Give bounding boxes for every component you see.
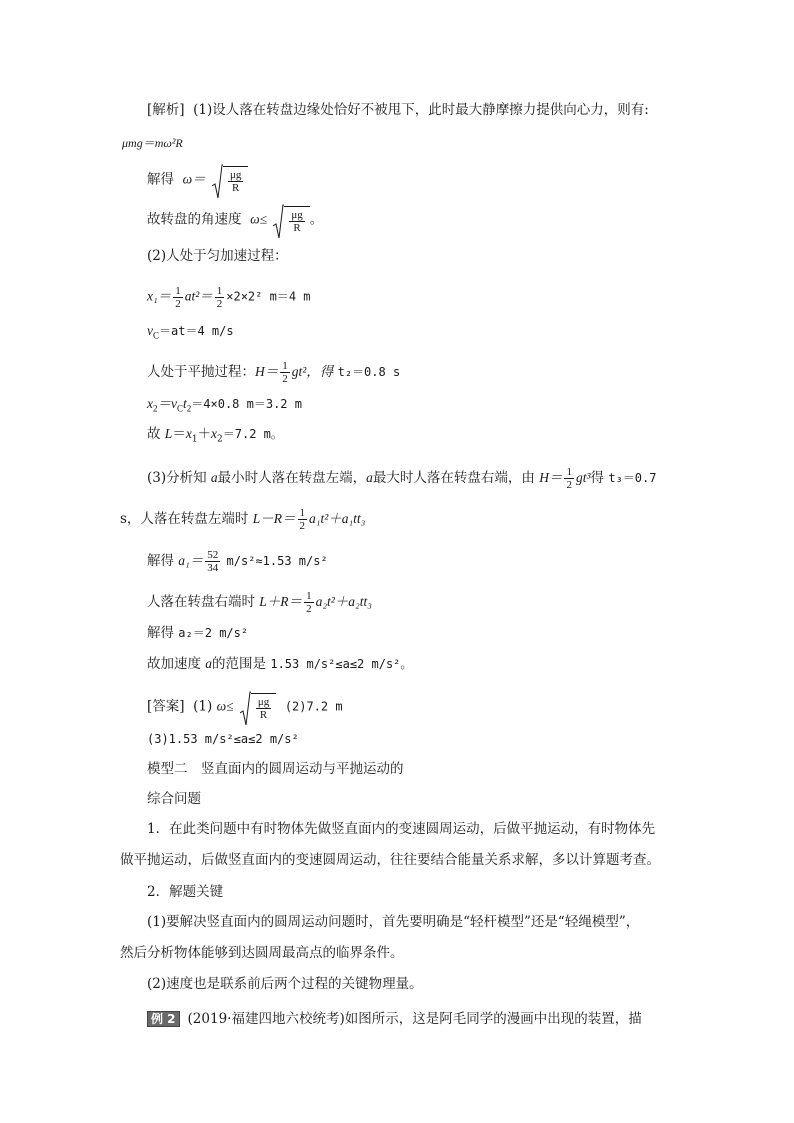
vc-equation: $v_C=at=4$ m/s bbox=[147, 323, 234, 341]
solve-a2-line: 解得 a₂＝2 m/s² bbox=[147, 625, 249, 641]
throw-line: 人处于平抛过程：H＝ $\frac{1}{2}$ gt²，得 t₂＝0.8 s bbox=[147, 360, 401, 385]
model2-item2-1b: 然后分析物体能够到达圆周最高点的临界条件。 bbox=[120, 945, 404, 961]
model2-item2: 2．解题关键 bbox=[147, 884, 224, 900]
x2-equation: $x_2=v_Ct_2=4\times 0.8$ m＝3.2 m bbox=[147, 396, 302, 414]
analysis-label: [解析] bbox=[147, 102, 185, 118]
sqrt-expression-3: $\frac{\mu g}{R}$ bbox=[240, 693, 276, 721]
right-end-line: 人落在转盘右端时 L＋R＝ $\frac{1}{2}$ a₂t²＋a₂tt₃ bbox=[147, 590, 372, 615]
sqrt-expression-2: $\frac{\mu g}{R}$ bbox=[273, 206, 309, 234]
example-badge: 例 2 bbox=[147, 1011, 180, 1027]
equation-force: μmg＝mω²R bbox=[122, 136, 183, 150]
model2-item2-2: (2)速度也是联系前后两个过程的关键物理量。 bbox=[147, 976, 423, 992]
model2-title-cont: 综合问题 bbox=[147, 791, 201, 807]
range-line: 故加速度 a的范围是 1.53 m/s²≤a≤2 m/s²。 bbox=[147, 656, 413, 672]
answer-label: [答案] bbox=[147, 698, 185, 715]
sqrt-expression: $\frac{\mu g}{R}$ bbox=[212, 166, 248, 194]
length-result: 故 $L=x_1+x_2=7.2$ m。 bbox=[147, 426, 283, 445]
model2-item2-1a: (1)要解决竖直面内的圆周运动问题时，首先要明确是“轻杆模型”还是“轻绳模型”， bbox=[147, 914, 640, 930]
solve-a1-line: 解得 a₁＝ $\frac{52}{34}$ m/s²≈1.53 m/s² bbox=[147, 549, 328, 574]
part3-line-1: (3)分析知 a最小时人落在转盘左端，a最大时人落在转盘右端，由 H＝ $\frac{1}{2}$ gt³得 t₃＝0.7 bbox=[147, 466, 657, 491]
omega-range-line: 故转盘的角速度 ω≤ $\frac{\mu g}{R}$ 。 bbox=[147, 206, 323, 234]
model2-item1-b: 做平抛运动，后做竖直面内的变速圆周运动，往往要结合能量关系求解，多以计算题考查。 bbox=[120, 852, 660, 868]
x1-equation: x₁＝ $\frac{1}{2}$ at²＝ $\frac{1}{2}$ ×2×2² m＝4 m bbox=[147, 285, 311, 310]
part2-title: (2)人处于匀加速过程： bbox=[147, 248, 288, 264]
analysis-text-1: (1)设人落在转盘边缘处恰好不被甩下，此时最大静摩擦力提供向心力，则有: bbox=[193, 102, 649, 118]
model2-item1-a: 1．在此类问题中有时物体先做竖直面内的变速圆周运动，后做平抛运动，有时物体先 bbox=[147, 821, 656, 837]
model2-title: 模型二 竖直面内的圆周运动与平抛运动的 bbox=[147, 761, 404, 777]
answer-line: [答案] (1) ω≤ $\frac{\mu g}{R}$ (2)7.2 m bbox=[147, 693, 343, 721]
solve-omega-line: 解得 ω＝ $\frac{\mu g}{R}$ bbox=[147, 166, 248, 194]
part3-line-2: s，人落在转盘左端时 L－R＝ $\frac{1}{2}$ a₁t²＋a₁tt₃ bbox=[120, 507, 366, 532]
answer-line-3: (3)1.53 m/s²≤a≤2 m/s² bbox=[147, 732, 299, 746]
example-line: 例 2 (2019·福建四地六校统考)如图所示，这是阿毛同学的漫画中出现的装置，描 bbox=[147, 1011, 642, 1027]
analysis-paragraph-1 bbox=[147, 104, 649, 118]
